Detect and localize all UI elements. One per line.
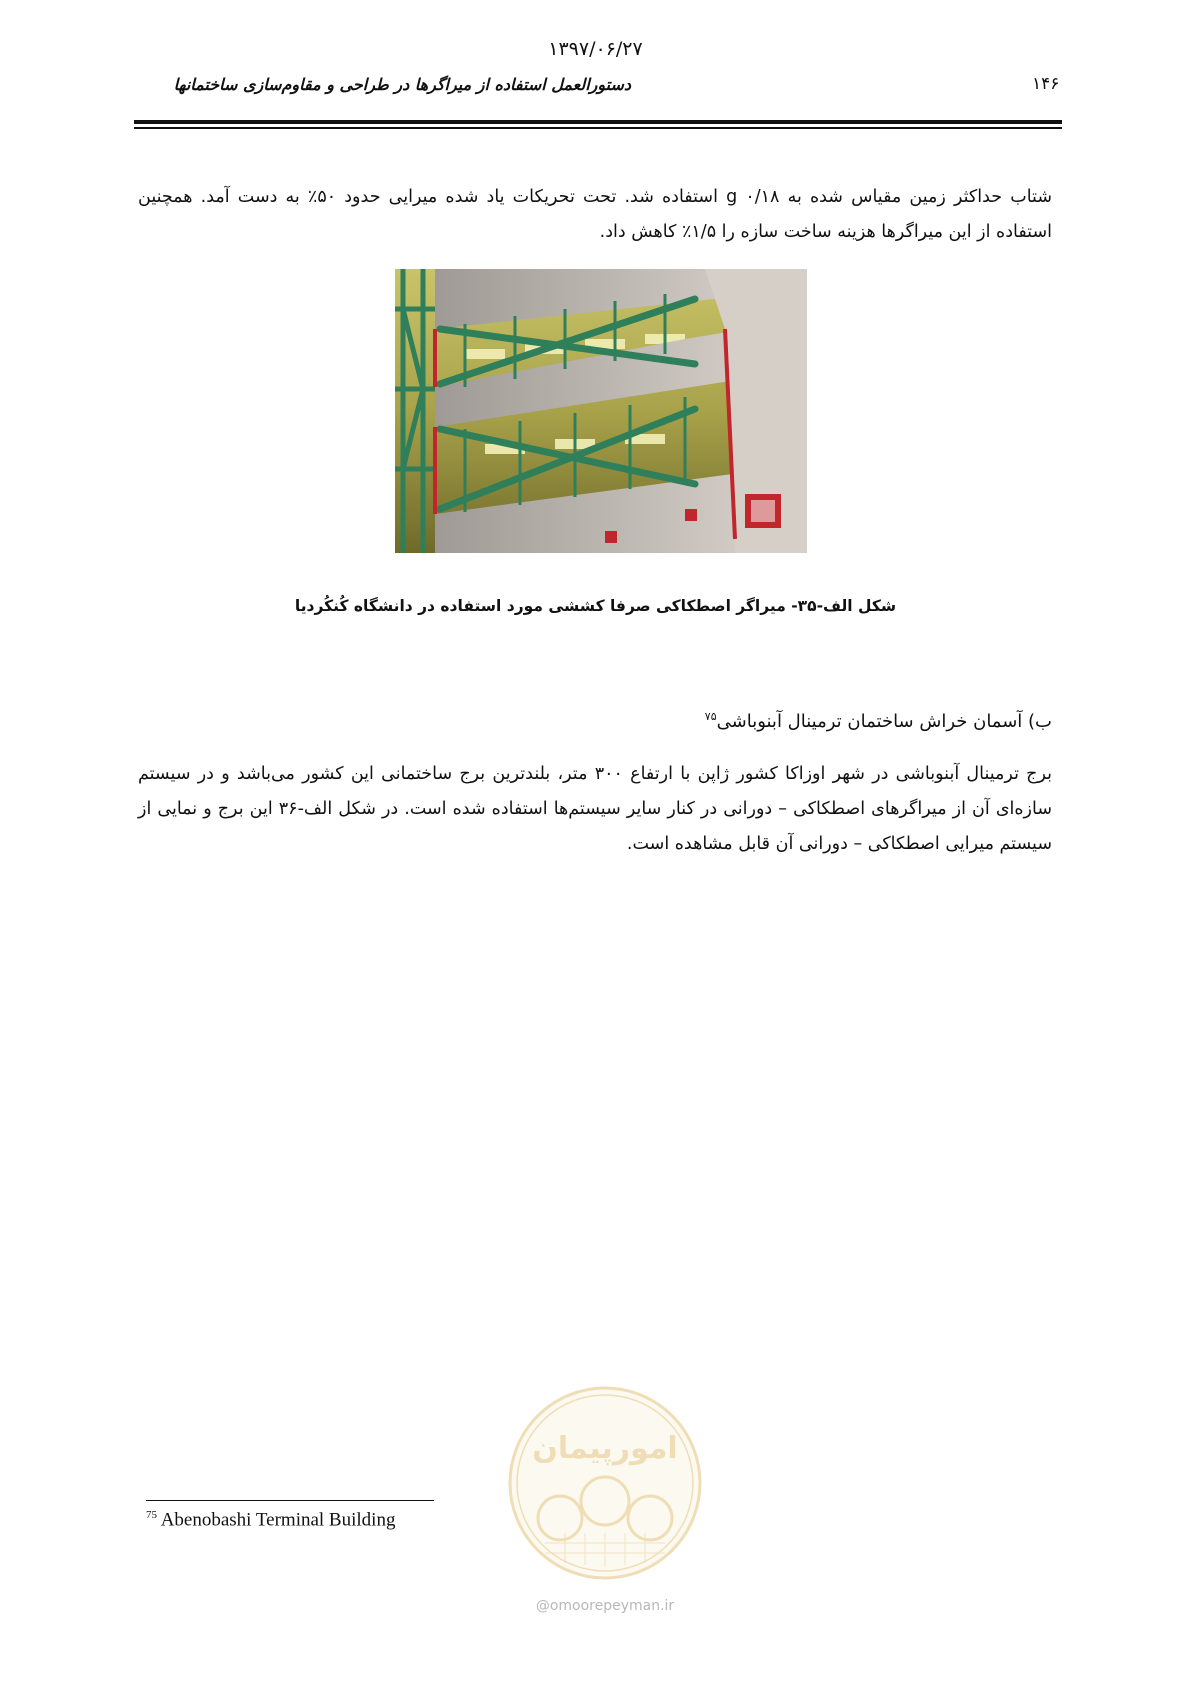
- paragraph-2: برج ترمینال آبنوباشی در شهر اوزاکا کشور ژاپن با ارتفاع ۳۰۰ متر، بلندترین برج ساختمانی این کشور می‌باشد و در سیستم سازه‌ای آن از میراگرهای اصطکاکی – دورانی در کنار سایر سیستم‌ها استفاده شده است. در شکل الف-۳۶ این برج و نمایی از سیستم میرایی اصطکاکی – دورانی آن قابل مشاهده است.: [138, 764, 1052, 854]
- footnote-number: 75: [146, 1509, 157, 1521]
- header-rule-thick: [134, 120, 1062, 124]
- footnote: [146, 1509, 395, 1531]
- paragraph-1: شتاب حداکثر زمین مقیاس شده به ۰/۱۸ g استفاده شد. تحت تحریکات یاد شده میرایی حدود ۵۰٪ به دست آمد. همچنین استفاده از این میراگرها هزینه ساخت سازه را ۱/۵٪ کاهش داد.: [138, 187, 1052, 242]
- running-title: دستورالعمل استفاده از میراگرها در طراحی و مقاوم‌سازی ساختمانها: [173, 75, 631, 94]
- footnote-rule: [146, 1500, 434, 1501]
- figure-caption: شکل الف-۳۵- میراگر اصطکاکی صرفا کششی مورد استفاده در دانشگاه کُنکُردیا: [294, 597, 897, 615]
- subheading-text: ب) آسمان خراش ساختمان ترمینال آبنوباشی: [716, 711, 1052, 732]
- section-subheading: [705, 710, 1052, 732]
- header-rule-thin: [134, 127, 1062, 129]
- logo-lettering: امورپیمان: [532, 1431, 678, 1466]
- watermark-logo: [505, 1383, 705, 1583]
- header-date: ۱۳۹۷/۰۶/۲۷: [548, 38, 643, 60]
- watermark-url: @omoorepeyman.ir: [535, 1598, 675, 1614]
- footnote-ref-marker: ۷۵: [704, 710, 717, 723]
- footnote-text: Abenobashi Terminal Building: [160, 1509, 396, 1531]
- page-number: ۱۴۶: [1032, 74, 1060, 94]
- figure-photo: [395, 269, 807, 553]
